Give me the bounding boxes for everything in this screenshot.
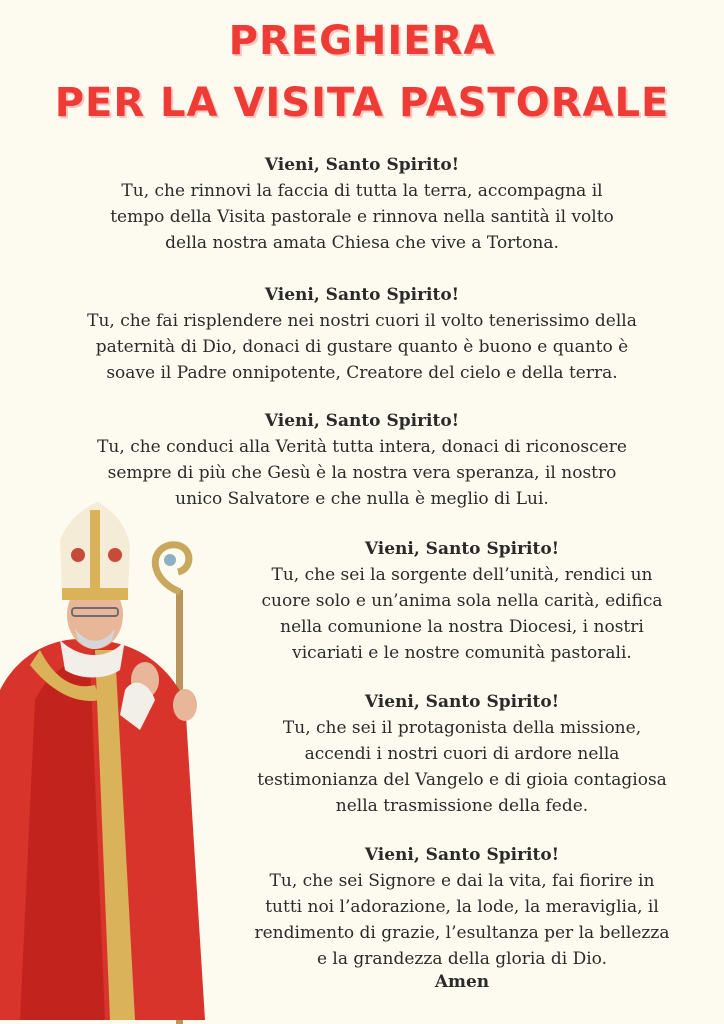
stanza-line: e la grandezza della gloria di Dio. [316,949,608,969]
amen: Amen [434,972,490,992]
title-line-2: PER LA VISITA PASTORALE [54,80,670,126]
stanza-line: Tu, che rinnovi la faccia di tutta la terra, accompagna il [121,181,603,201]
stanza-2 [0,282,724,386]
stanza-heading: Vieni, Santo Spirito! [264,155,460,175]
stanza-heading: Vieni, Santo Spirito! [364,539,560,559]
stanza-line: sempre di più che Gesù è la nostra vera speranza, il nostro [107,463,617,483]
stanza-4 [220,536,704,666]
stanza-line: rendimento di grazie, l’esultanza per la bellezza [254,923,670,943]
stanza-line: nella trasmissione della fede. [335,796,589,816]
stanza-line: testimonianza del Vangelo e di gioia contagiosa [257,770,667,790]
title-line-1: PREGHIERA [228,18,496,64]
stanza-heading: Vieni, Santo Spirito! [364,845,560,865]
stanza-3 [0,408,724,512]
stanza-line: della nostra amata Chiesa che vive a Tortona. [165,233,559,253]
stanza-line: Tu, che sei la sorgente dell’unità, rendici un [271,565,653,585]
stanza-line: unico Salvatore e che nulla è meglio di Lui. [175,489,549,509]
stanza-line: paternità di Dio, donaci di gustare quanto è buono e quanto è [95,337,629,357]
stanza-line: Tu, che sei Signore e dai la vita, fai fiorire in [269,871,655,891]
stanza-heading: Vieni, Santo Spirito! [264,411,460,431]
stanza-heading: Vieni, Santo Spirito! [264,285,460,305]
stanza-line: nella comunione la nostra Diocesi, i nostri [280,617,644,637]
stanza-line: tutti noi l’adorazione, la lode, la meraviglia, il [265,897,659,917]
stanza-line: tempo della Visita pastorale e rinnova nella santità il volto [110,207,614,227]
stanza-6 [220,842,704,972]
stanza-heading: Vieni, Santo Spirito! [364,692,560,712]
stanza-line: accendi i nostri cuori di ardore nella [304,744,620,764]
stanza-line: Tu, che conduci alla Verità tutta intera, donaci di riconoscere [97,437,627,457]
stanza-line: cuore solo e un’anima sola nella carità, edifica [261,591,663,611]
stanza-line: Tu, che fai risplendere nei nostri cuori il volto tenerissimo della [87,311,637,331]
bishop-photo [0,500,220,1024]
stanza-line: vicariati e le nostre comunità pastorali. [292,643,632,663]
stanza-1 [0,152,724,256]
stanza-line: Tu, che sei il protagonista della missione, [282,718,642,738]
stanza-line: soave il Padre onnipotente, Creatore del cielo e della terra. [106,363,618,383]
stanza-5 [220,689,704,819]
